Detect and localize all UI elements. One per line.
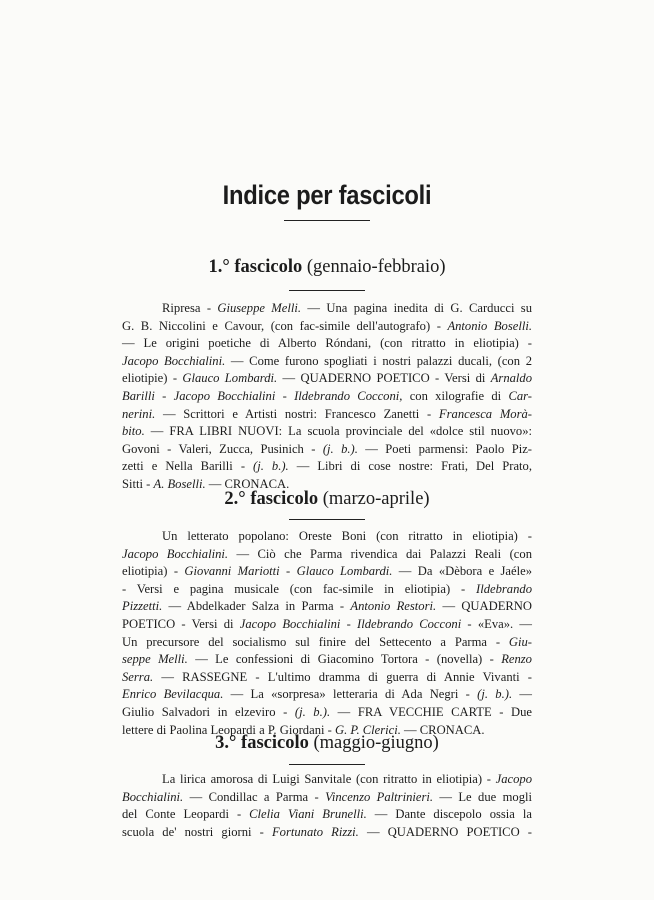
section-3-rule xyxy=(289,764,365,765)
italic-text: (j. b.). xyxy=(294,704,331,719)
text-run: — Dante discepolo ossia la xyxy=(366,807,532,822)
text-run: — Da «Dèbora e Jaéle» xyxy=(392,564,533,579)
text-run: — Condillac a Parma - xyxy=(183,789,326,804)
section-3-period: (maggio-giugno) xyxy=(313,733,439,753)
text-run: eliotipia) - xyxy=(122,564,185,579)
text-line xyxy=(122,528,532,546)
italic-text: Jacopo Bocchialini - Ildebrando Cocconi xyxy=(239,616,462,631)
text-line xyxy=(122,581,532,599)
text-run: — Poeti parmensi: Paolo Piz- xyxy=(357,441,533,456)
text-line xyxy=(122,651,532,669)
italic-text: Car- xyxy=(508,388,532,403)
italic-text: Antonio Boselli. xyxy=(447,318,532,333)
text-run: La lirica amorosa di Luigi Sanvitale (con ritratto in eliotipia) - xyxy=(162,772,496,786)
text-run: Un letterato popolano: Oreste Boni (con ritratto in eliotipia) - xyxy=(162,529,532,543)
text-run: Sitti - xyxy=(122,476,154,491)
text-run: — QUADERNO POETICO - Versi di xyxy=(277,371,491,386)
italic-text: Ildebrando xyxy=(476,581,532,596)
text-run: — Le confessioni di Giacomino Tortora - (novella) - xyxy=(187,652,502,667)
text-line xyxy=(122,458,532,476)
italic-text: (j. b.). xyxy=(477,687,513,702)
text-line xyxy=(122,388,532,406)
text-run: — FRA VECCHIE CARTE - Due xyxy=(330,704,533,719)
text-line xyxy=(122,686,532,704)
text-line xyxy=(122,704,532,722)
italic-text: Francesca Morà- xyxy=(438,406,532,421)
section-3-heading xyxy=(0,733,654,754)
text-run: Govoni - Valeri, Zucca, Pusinich - xyxy=(122,441,323,456)
text-run: — Libri di cose nostre: Frati, Del Prato, xyxy=(288,459,532,474)
text-run: del Conte Leopardi - xyxy=(122,807,250,822)
section-1-body xyxy=(122,300,532,494)
italic-text: nerini. xyxy=(122,406,156,421)
text-run: — QUADERNO xyxy=(436,599,532,614)
text-line xyxy=(122,598,532,616)
italic-text: G. P. Clerici. xyxy=(334,722,401,737)
italic-text: seppe Melli. xyxy=(122,652,188,667)
section-1-period: (gennaio-febbraio) xyxy=(306,257,446,277)
text-run: Ripresa - xyxy=(162,301,218,315)
text-run: — La «sorpresa» letteraria di Ada Negri - xyxy=(223,687,478,702)
text-line xyxy=(122,423,532,441)
text-line xyxy=(122,300,532,318)
text-line xyxy=(122,806,532,824)
text-run: - «Eva». — xyxy=(461,616,532,631)
section-3-word: fascicolo xyxy=(241,733,309,753)
text-line xyxy=(122,634,532,652)
text-run: — FRA LIBRI NUOVI: La scuola provinciale del «dolce stil nuovo»: xyxy=(144,424,532,439)
section-2-word: fascicolo xyxy=(250,489,319,509)
italic-text: Giovanni Mariotti - Glauco Lombardi. xyxy=(184,564,393,579)
text-line xyxy=(122,824,532,842)
text-run: — Ciò che Parma rivendica dai Palazzi Reali (con xyxy=(228,546,532,561)
section-3-number: 3.° xyxy=(215,733,237,753)
text-run: — Scrittori e Artisti nostri: Francesco Zanetti - xyxy=(155,406,439,421)
text-run: Un precursore del socialismo sul finire del Settecento a Parma - xyxy=(122,634,509,649)
section-1-word: fascicolo xyxy=(234,257,303,277)
italic-text: Renzo xyxy=(501,652,532,667)
title-rule xyxy=(284,220,370,221)
section-3-body xyxy=(122,771,532,841)
text-run: — Come furono spogliati i nostri palazzi ducali, (con 2 xyxy=(225,353,532,368)
section-1-number: 1.° xyxy=(208,257,230,277)
text-line xyxy=(122,353,532,371)
text-run: Giulio Salvadori in elzeviro - xyxy=(122,704,295,719)
text-line xyxy=(122,406,532,424)
text-run: — CRONACA. xyxy=(205,476,290,491)
italic-text: Giu- xyxy=(508,634,532,649)
page-title: Indice per fascicoli xyxy=(222,180,432,210)
italic-text: Glauco Lombardi. xyxy=(182,371,278,386)
text-line xyxy=(122,441,532,459)
text-run: con xilografie di xyxy=(402,388,509,403)
text-run: - Versi e pagina musicale (con fac-simile in eliotipia) - xyxy=(122,581,477,596)
text-run: — RASSEGNE - L'ultimo dramma di guerra di Annie Vivanti - xyxy=(153,669,532,684)
italic-text: Jacopo xyxy=(495,772,532,786)
text-run: G. B. Niccolini e Cavour, (con fac-simile dell'autografo) - xyxy=(122,318,448,333)
text-run: zetti e Nella Barilli - xyxy=(122,459,254,474)
text-line xyxy=(122,546,532,564)
italic-text: Enrico Bevilacqua. xyxy=(122,687,224,702)
text-line xyxy=(122,616,532,634)
italic-text: Clelia Viani Brunelli. xyxy=(249,807,367,822)
text-run: POETICO - Versi di xyxy=(122,616,240,631)
text-run: lettere di Paolina Leopardi a P. Giordani - xyxy=(122,722,335,737)
text-line xyxy=(122,789,532,807)
text-run: — Abdelkader Salza in Parma - xyxy=(162,599,351,614)
section-2-rule xyxy=(289,519,365,520)
italic-text: (j. b.). xyxy=(322,441,358,456)
text-run: — QUADERNO POETICO - xyxy=(358,824,532,839)
text-line xyxy=(122,771,532,789)
section-1-rule xyxy=(289,290,365,291)
italic-text: Pizzetti. xyxy=(122,599,163,614)
italic-text: Giuseppe Melli. xyxy=(217,301,302,315)
text-run: — xyxy=(512,687,532,702)
section-2-number: 2.° xyxy=(224,489,246,509)
section-2-heading xyxy=(0,489,654,510)
italic-text: (j. b.). xyxy=(253,459,289,474)
section-2-body xyxy=(122,528,532,739)
italic-text: Fortunato Rizzi. xyxy=(271,824,359,839)
section-1-heading xyxy=(0,257,654,278)
text-line xyxy=(122,318,532,336)
text-run: — Le due mogli xyxy=(433,789,532,804)
text-line xyxy=(122,669,532,687)
text-line xyxy=(122,335,532,353)
italic-text: Jacopo Bocchialini. xyxy=(122,353,226,368)
italic-text: A. Boselli. xyxy=(153,476,206,491)
italic-text: Bocchialini. xyxy=(122,789,184,804)
text-run: — CRONACA. xyxy=(400,722,485,737)
section-2-period: (marzo-aprile) xyxy=(322,489,430,509)
text-run: — Una pagina inedita di G. Carducci su xyxy=(301,301,533,315)
italic-text: Barilli - Jacopo Bocchialini - Ildebrando Cocconi, xyxy=(122,388,403,403)
italic-text: Antonio Restori. xyxy=(350,599,437,614)
text-line xyxy=(122,370,532,388)
text-run: — Le origini poetiche di Alberto Róndani, (con ritratto in eliotipia) - xyxy=(122,336,532,351)
italic-text: Vincenzo Paltrinieri. xyxy=(325,789,433,804)
text-line xyxy=(122,563,532,581)
text-run: eliotipie) - xyxy=(122,371,183,386)
italic-text: Arnaldo xyxy=(490,371,532,386)
italic-text: Jacopo Bocchialini. xyxy=(122,546,229,561)
italic-text: bito. xyxy=(122,424,145,439)
italic-text: Serra. xyxy=(122,669,154,684)
text-run: scuola de' nostri giorni - xyxy=(122,824,272,839)
